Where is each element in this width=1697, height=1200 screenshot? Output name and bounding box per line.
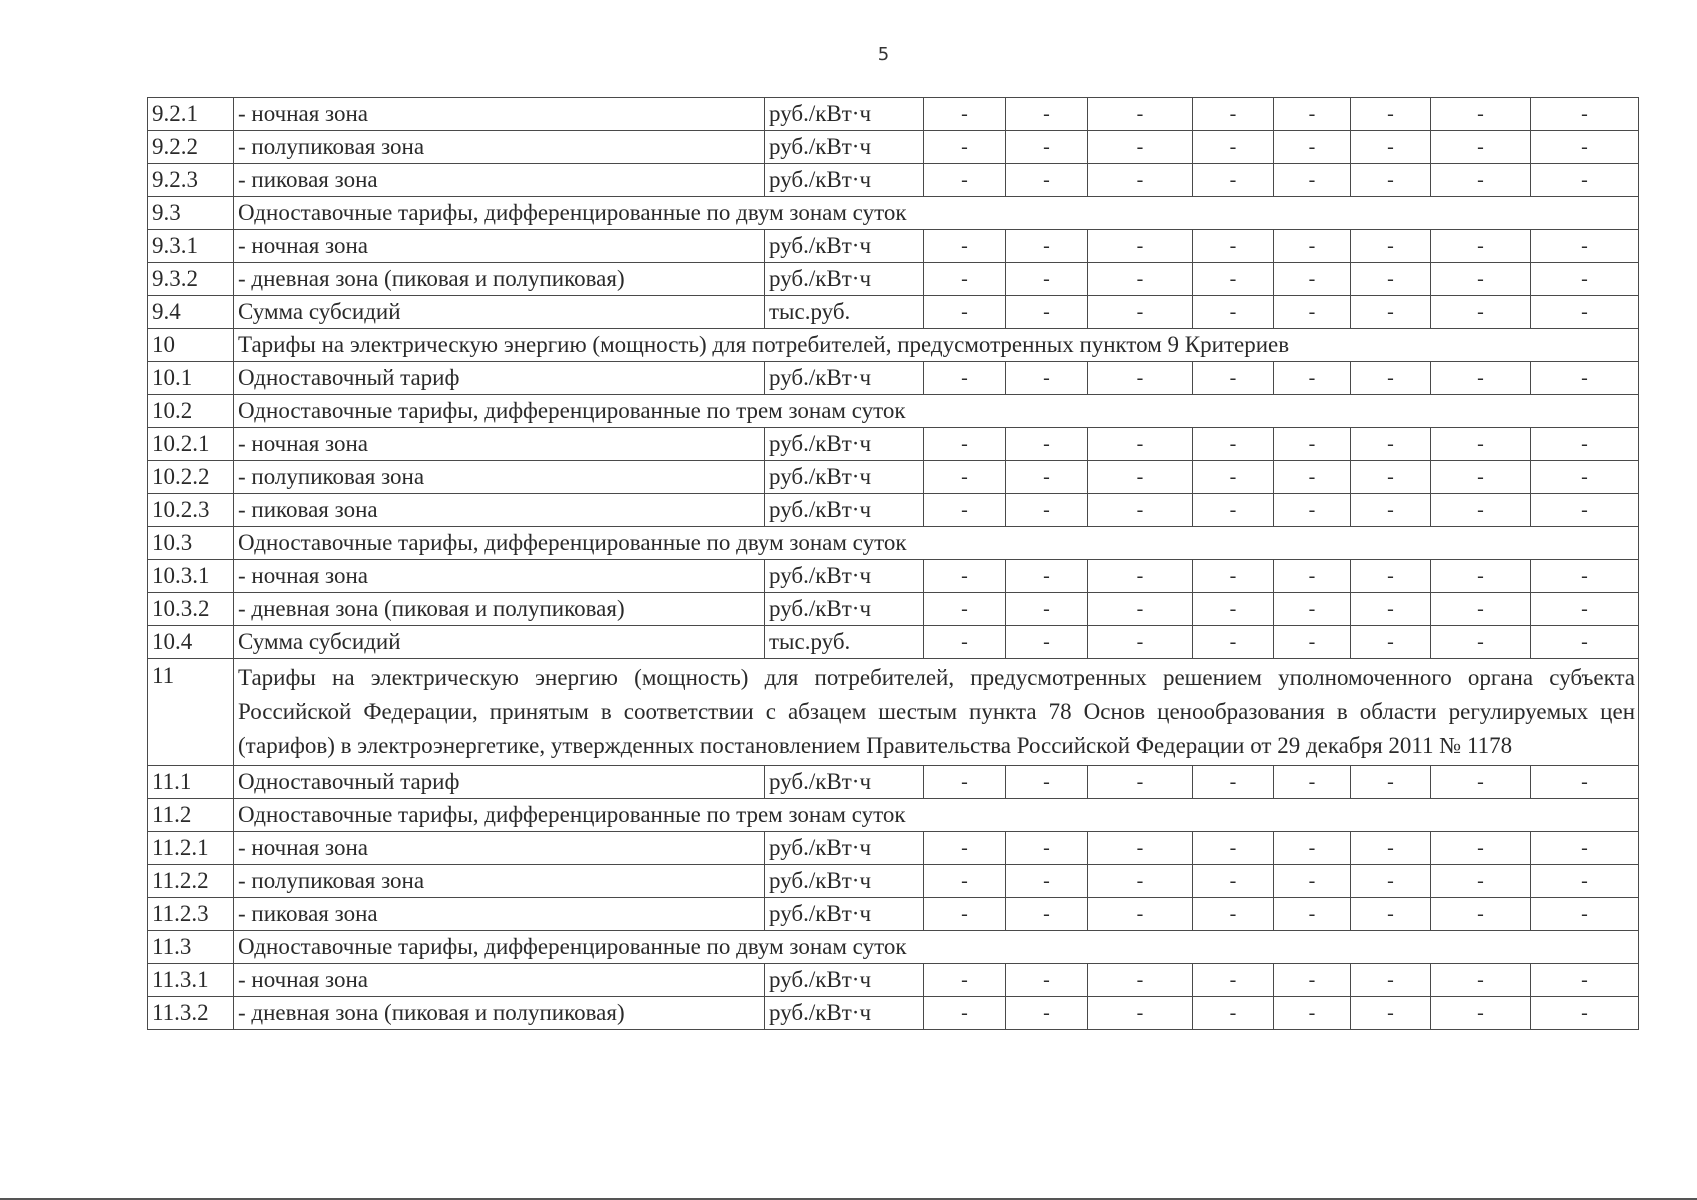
value-cell: - bbox=[1351, 263, 1431, 296]
row-name: - ночная зона bbox=[234, 230, 765, 263]
value-cell: - bbox=[1006, 560, 1088, 593]
row-unit: руб./кВт·ч bbox=[765, 230, 924, 263]
row-code: 9.2.2 bbox=[148, 131, 234, 164]
value-cell: - bbox=[924, 230, 1006, 263]
row-code: 10.3.1 bbox=[148, 560, 234, 593]
table-row bbox=[148, 461, 1639, 494]
value-cell: - bbox=[1088, 461, 1193, 494]
value-cell: - bbox=[1531, 997, 1639, 1030]
value-cell: - bbox=[1193, 263, 1274, 296]
table-row bbox=[148, 131, 1639, 164]
value-cell: - bbox=[1088, 428, 1193, 461]
value-cell: - bbox=[1193, 766, 1274, 799]
row-unit: руб./кВт·ч bbox=[765, 560, 924, 593]
value-cell: - bbox=[1531, 865, 1639, 898]
row-unit: руб./кВт·ч bbox=[765, 98, 924, 131]
value-cell: - bbox=[1351, 362, 1431, 395]
row-code: 11.3.1 bbox=[148, 964, 234, 997]
value-cell: - bbox=[1431, 593, 1531, 626]
value-cell: - bbox=[1531, 593, 1639, 626]
value-cell: - bbox=[1431, 296, 1531, 329]
value-cell: - bbox=[924, 362, 1006, 395]
value-cell: - bbox=[1531, 898, 1639, 931]
value-cell: - bbox=[1006, 296, 1088, 329]
value-cell: - bbox=[1431, 131, 1531, 164]
value-cell: - bbox=[1431, 626, 1531, 659]
row-unit: руб./кВт·ч bbox=[765, 263, 924, 296]
row-unit: руб./кВт·ч bbox=[765, 964, 924, 997]
value-cell: - bbox=[924, 461, 1006, 494]
row-name: Одноставочный тариф bbox=[234, 766, 765, 799]
table-row bbox=[148, 362, 1639, 395]
value-cell: - bbox=[1006, 865, 1088, 898]
row-unit: руб./кВт·ч bbox=[765, 997, 924, 1030]
tariff-table bbox=[147, 97, 1639, 1030]
value-cell: - bbox=[1088, 296, 1193, 329]
value-cell: - bbox=[1088, 560, 1193, 593]
value-cell: - bbox=[1531, 164, 1639, 197]
value-cell: - bbox=[1531, 964, 1639, 997]
value-cell: - bbox=[924, 898, 1006, 931]
value-cell: - bbox=[1531, 832, 1639, 865]
table-row bbox=[148, 428, 1639, 461]
row-name: - пиковая зона bbox=[234, 898, 765, 931]
value-cell: - bbox=[1274, 296, 1351, 329]
row-unit: руб./кВт·ч bbox=[765, 494, 924, 527]
value-cell: - bbox=[924, 428, 1006, 461]
table-row bbox=[148, 931, 1639, 964]
value-cell: - bbox=[924, 766, 1006, 799]
row-code: 10.4 bbox=[148, 626, 234, 659]
table-row bbox=[148, 799, 1639, 832]
value-cell: - bbox=[1088, 898, 1193, 931]
value-cell: - bbox=[1193, 131, 1274, 164]
value-cell: - bbox=[1006, 964, 1088, 997]
value-cell: - bbox=[1431, 865, 1531, 898]
value-cell: - bbox=[1193, 428, 1274, 461]
value-cell: - bbox=[1193, 593, 1274, 626]
row-code: 10.1 bbox=[148, 362, 234, 395]
value-cell: - bbox=[1531, 626, 1639, 659]
value-cell: - bbox=[1088, 593, 1193, 626]
value-cell: - bbox=[1193, 832, 1274, 865]
value-cell: - bbox=[1351, 865, 1431, 898]
value-cell: - bbox=[1351, 898, 1431, 931]
value-cell: - bbox=[1274, 865, 1351, 898]
row-code: 9.3.1 bbox=[148, 230, 234, 263]
value-cell: - bbox=[1431, 98, 1531, 131]
row-name: Одноставочные тарифы, дифференцированные по трем зонам суток bbox=[234, 395, 1639, 428]
value-cell: - bbox=[1274, 898, 1351, 931]
value-cell: - bbox=[1006, 766, 1088, 799]
row-code: 10.3 bbox=[148, 527, 234, 560]
row-unit: тыс.руб. bbox=[765, 626, 924, 659]
value-cell: - bbox=[1274, 560, 1351, 593]
table-row bbox=[148, 865, 1639, 898]
row-name: - ночная зона bbox=[234, 560, 765, 593]
row-name: - полупиковая зона bbox=[234, 865, 765, 898]
value-cell: - bbox=[1431, 898, 1531, 931]
value-cell: - bbox=[1431, 230, 1531, 263]
row-code: 11.1 bbox=[148, 766, 234, 799]
row-unit: тыс.руб. bbox=[765, 296, 924, 329]
value-cell: - bbox=[1088, 997, 1193, 1030]
row-name: Тарифы на электрическую энергию (мощность) для потребителей, предусмотренных решением уполномоченного органа субъекта Российской Федерации, принятым в соответствии с абзацем шестым пункта 78 Основ ценообразования в области регулируемых цен (тарифов) в электроэнергетике, утвержденных постановлением Правительства Российской Федерации от 29 декабря 2011 № 1178 bbox=[234, 659, 1639, 766]
row-name: Одноставочные тарифы, дифференцированные по двум зонам суток bbox=[234, 931, 1639, 964]
row-code: 11.2 bbox=[148, 799, 234, 832]
row-name: - ночная зона bbox=[234, 98, 765, 131]
row-unit: руб./кВт·ч bbox=[765, 131, 924, 164]
value-cell: - bbox=[1193, 362, 1274, 395]
value-cell: - bbox=[924, 131, 1006, 164]
value-cell: - bbox=[1274, 964, 1351, 997]
value-cell: - bbox=[1088, 964, 1193, 997]
row-code: 9.3 bbox=[148, 197, 234, 230]
value-cell: - bbox=[1274, 230, 1351, 263]
row-code: 9.2.3 bbox=[148, 164, 234, 197]
table-row bbox=[148, 263, 1639, 296]
page-number: 5 bbox=[877, 44, 890, 65]
value-cell: - bbox=[1274, 997, 1351, 1030]
value-cell: - bbox=[1431, 766, 1531, 799]
value-cell: - bbox=[1088, 766, 1193, 799]
row-code: 10.2.2 bbox=[148, 461, 234, 494]
value-cell: - bbox=[1006, 428, 1088, 461]
value-cell: - bbox=[1351, 296, 1431, 329]
value-cell: - bbox=[1193, 296, 1274, 329]
value-cell: - bbox=[924, 593, 1006, 626]
value-cell: - bbox=[1193, 230, 1274, 263]
row-code: 11.2.3 bbox=[148, 898, 234, 931]
value-cell: - bbox=[1431, 164, 1531, 197]
value-cell: - bbox=[1531, 766, 1639, 799]
row-code: 11.2.1 bbox=[148, 832, 234, 865]
table-row bbox=[148, 329, 1639, 362]
row-name: - ночная зона bbox=[234, 428, 765, 461]
table-row bbox=[148, 964, 1639, 997]
value-cell: - bbox=[1531, 296, 1639, 329]
value-cell: - bbox=[1006, 263, 1088, 296]
row-name: Сумма субсидий bbox=[234, 296, 765, 329]
value-cell: - bbox=[1351, 560, 1431, 593]
value-cell: - bbox=[1006, 98, 1088, 131]
table-row bbox=[148, 494, 1639, 527]
value-cell: - bbox=[1006, 230, 1088, 263]
value-cell: - bbox=[1531, 131, 1639, 164]
value-cell: - bbox=[1431, 997, 1531, 1030]
value-cell: - bbox=[1274, 362, 1351, 395]
table-row bbox=[148, 527, 1639, 560]
value-cell: - bbox=[1351, 832, 1431, 865]
value-cell: - bbox=[1193, 494, 1274, 527]
value-cell: - bbox=[924, 964, 1006, 997]
value-cell: - bbox=[1193, 164, 1274, 197]
value-cell: - bbox=[1006, 362, 1088, 395]
value-cell: - bbox=[1088, 131, 1193, 164]
value-cell: - bbox=[1274, 98, 1351, 131]
value-cell: - bbox=[1531, 560, 1639, 593]
value-cell: - bbox=[1351, 131, 1431, 164]
table-row bbox=[148, 626, 1639, 659]
value-cell: - bbox=[1531, 461, 1639, 494]
row-name: - дневная зона (пиковая и полупиковая) bbox=[234, 263, 765, 296]
value-cell: - bbox=[1431, 362, 1531, 395]
row-name: Одноставочные тарифы, дифференцированные по трем зонам суток bbox=[234, 799, 1639, 832]
value-cell: - bbox=[1274, 593, 1351, 626]
value-cell: - bbox=[1431, 560, 1531, 593]
value-cell: - bbox=[1274, 461, 1351, 494]
value-cell: - bbox=[1193, 560, 1274, 593]
value-cell: - bbox=[924, 164, 1006, 197]
value-cell: - bbox=[1351, 964, 1431, 997]
row-code: 10 bbox=[148, 329, 234, 362]
row-code: 10.2.3 bbox=[148, 494, 234, 527]
row-name: - дневная зона (пиковая и полупиковая) bbox=[234, 593, 765, 626]
row-name: - полупиковая зона bbox=[234, 461, 765, 494]
row-name: Одноставочные тарифы, дифференцированные по двум зонам суток bbox=[234, 197, 1639, 230]
row-unit: руб./кВт·ч bbox=[765, 428, 924, 461]
value-cell: - bbox=[1193, 997, 1274, 1030]
row-code: 10.2 bbox=[148, 395, 234, 428]
row-code: 9.4 bbox=[148, 296, 234, 329]
table-row bbox=[148, 164, 1639, 197]
row-code: 11.3 bbox=[148, 931, 234, 964]
value-cell: - bbox=[1531, 494, 1639, 527]
value-cell: - bbox=[1431, 428, 1531, 461]
value-cell: - bbox=[1193, 461, 1274, 494]
value-cell: - bbox=[1088, 494, 1193, 527]
value-cell: - bbox=[1088, 626, 1193, 659]
value-cell: - bbox=[924, 494, 1006, 527]
value-cell: - bbox=[1006, 626, 1088, 659]
value-cell: - bbox=[1274, 164, 1351, 197]
row-unit: руб./кВт·ч bbox=[765, 164, 924, 197]
value-cell: - bbox=[1088, 832, 1193, 865]
row-code: 11.2.2 bbox=[148, 865, 234, 898]
value-cell: - bbox=[924, 997, 1006, 1030]
value-cell: - bbox=[1088, 263, 1193, 296]
value-cell: - bbox=[1274, 766, 1351, 799]
row-name: - полупиковая зона bbox=[234, 131, 765, 164]
table-row bbox=[148, 296, 1639, 329]
table-row bbox=[148, 395, 1639, 428]
row-code: 9.2.1 bbox=[148, 98, 234, 131]
row-code: 11 bbox=[148, 659, 234, 766]
row-name: Одноставочный тариф bbox=[234, 362, 765, 395]
row-unit: руб./кВт·ч bbox=[765, 593, 924, 626]
value-cell: - bbox=[1274, 626, 1351, 659]
value-cell: - bbox=[1431, 263, 1531, 296]
value-cell: - bbox=[1531, 428, 1639, 461]
value-cell: - bbox=[1431, 461, 1531, 494]
row-code: 10.2.1 bbox=[148, 428, 234, 461]
value-cell: - bbox=[1431, 964, 1531, 997]
value-cell: - bbox=[924, 296, 1006, 329]
value-cell: - bbox=[924, 98, 1006, 131]
row-unit: руб./кВт·ч bbox=[765, 362, 924, 395]
table-row bbox=[148, 560, 1639, 593]
value-cell: - bbox=[1431, 494, 1531, 527]
row-unit: руб./кВт·ч bbox=[765, 898, 924, 931]
table-row bbox=[148, 997, 1639, 1030]
value-cell: - bbox=[1351, 428, 1431, 461]
value-cell: - bbox=[1006, 832, 1088, 865]
table-row bbox=[148, 98, 1639, 131]
row-unit: руб./кВт·ч bbox=[765, 865, 924, 898]
row-name: - ночная зона bbox=[234, 832, 765, 865]
value-cell: - bbox=[924, 560, 1006, 593]
value-cell: - bbox=[1351, 230, 1431, 263]
value-cell: - bbox=[1006, 593, 1088, 626]
value-cell: - bbox=[1274, 263, 1351, 296]
value-cell: - bbox=[1531, 362, 1639, 395]
row-name: - ночная зона bbox=[234, 964, 765, 997]
value-cell: - bbox=[1088, 865, 1193, 898]
value-cell: - bbox=[1351, 626, 1431, 659]
value-cell: - bbox=[1274, 832, 1351, 865]
row-name: - пиковая зона bbox=[234, 494, 765, 527]
table-row bbox=[148, 898, 1639, 931]
value-cell: - bbox=[1351, 593, 1431, 626]
value-cell: - bbox=[1088, 98, 1193, 131]
row-unit: руб./кВт·ч bbox=[765, 461, 924, 494]
row-code: 9.3.2 bbox=[148, 263, 234, 296]
value-cell: - bbox=[1088, 230, 1193, 263]
row-name: Сумма субсидий bbox=[234, 626, 765, 659]
value-cell: - bbox=[1193, 98, 1274, 131]
row-unit: руб./кВт·ч bbox=[765, 766, 924, 799]
row-name: Одноставочные тарифы, дифференцированные по двум зонам суток bbox=[234, 527, 1639, 560]
table-row bbox=[148, 593, 1639, 626]
value-cell: - bbox=[1193, 865, 1274, 898]
row-code: 10.3.2 bbox=[148, 593, 234, 626]
table-row bbox=[148, 659, 1639, 766]
value-cell: - bbox=[1351, 494, 1431, 527]
value-cell: - bbox=[1193, 898, 1274, 931]
row-unit: руб./кВт·ч bbox=[765, 832, 924, 865]
value-cell: - bbox=[1006, 898, 1088, 931]
value-cell: - bbox=[1006, 997, 1088, 1030]
value-cell: - bbox=[1531, 98, 1639, 131]
row-code: 11.3.2 bbox=[148, 997, 234, 1030]
table-row bbox=[148, 197, 1639, 230]
value-cell: - bbox=[924, 865, 1006, 898]
value-cell: - bbox=[1193, 626, 1274, 659]
value-cell: - bbox=[1531, 230, 1639, 263]
value-cell: - bbox=[1006, 131, 1088, 164]
value-cell: - bbox=[924, 263, 1006, 296]
value-cell: - bbox=[1351, 164, 1431, 197]
value-cell: - bbox=[1006, 461, 1088, 494]
value-cell: - bbox=[1193, 964, 1274, 997]
value-cell: - bbox=[1351, 766, 1431, 799]
table-row bbox=[148, 230, 1639, 263]
value-cell: - bbox=[1351, 98, 1431, 131]
value-cell: - bbox=[1351, 461, 1431, 494]
value-cell: - bbox=[1531, 263, 1639, 296]
value-cell: - bbox=[1006, 164, 1088, 197]
row-name: - дневная зона (пиковая и полупиковая) bbox=[234, 997, 765, 1030]
table-body bbox=[148, 98, 1639, 1030]
value-cell: - bbox=[924, 832, 1006, 865]
value-cell: - bbox=[1274, 494, 1351, 527]
value-cell: - bbox=[1274, 131, 1351, 164]
value-cell: - bbox=[1351, 997, 1431, 1030]
value-cell: - bbox=[1088, 164, 1193, 197]
value-cell: - bbox=[1006, 494, 1088, 527]
row-name: - пиковая зона bbox=[234, 164, 765, 197]
table-row bbox=[148, 766, 1639, 799]
row-name: Тарифы на электрическую энергию (мощность) для потребителей, предусмотренных пунктом 9 Критериев bbox=[234, 329, 1639, 362]
value-cell: - bbox=[1088, 362, 1193, 395]
value-cell: - bbox=[924, 626, 1006, 659]
value-cell: - bbox=[1274, 428, 1351, 461]
table-row bbox=[148, 832, 1639, 865]
value-cell: - bbox=[1431, 832, 1531, 865]
